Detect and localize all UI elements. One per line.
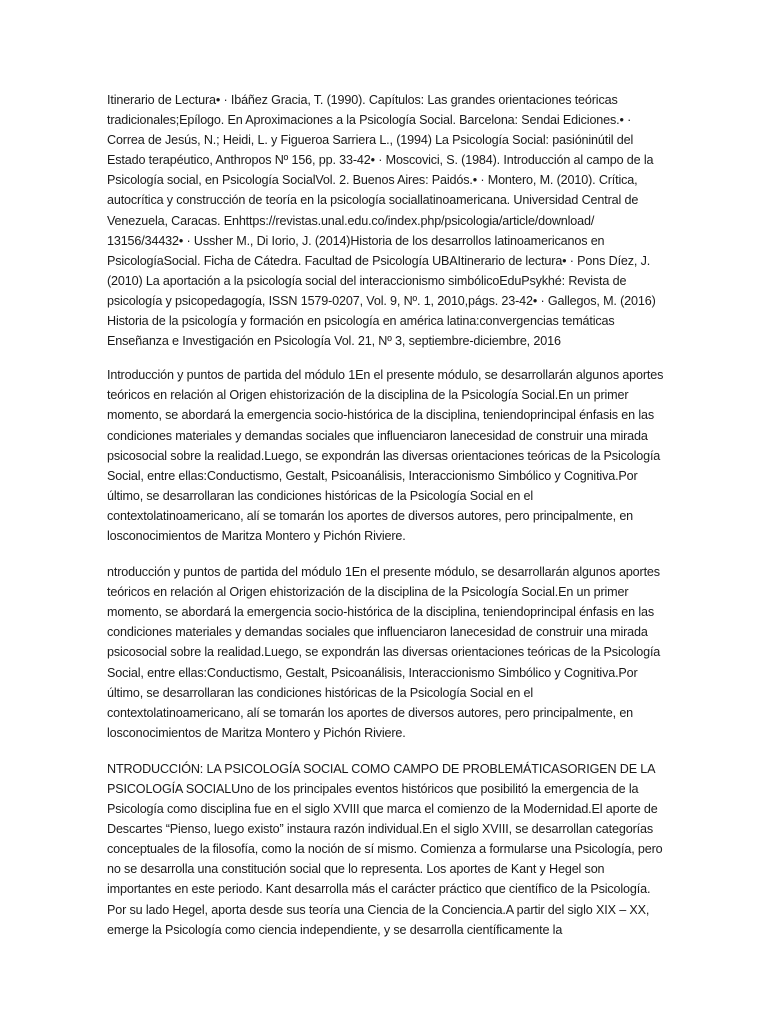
social-psychology-origin-paragraph: NTRODUCCIÓN: LA PSICOLOGÍA SOCIAL COMO CAMPO DE PROBLEMÁTICASORIGEN DE LA PSICOLOGÍA SOCIALUno de los principales eventos históricos que posibilitó la emergencia de la Psicología como disciplina fue en el siglo XVIII que marca el comienzo de la Modernidad.El aporte de Descartes “Pienso, luego existo” instaura razón individual.En el siglo XVIII, se desarrollan categorías conceptuales de la filosofía, como la noción de sí mismo. Comienza a formularse una Psicología, pero no se desarrolla una constitución social que lo representa. Los aportes de Kant y Hegel son importantes en este periodo. Kant desarrolla más el carácter práctico que científico de la Psicología. Por su lado Hegel, aporta desde sus teoría una Ciencia de la Conciencia.A partir del siglo XIX – XX, emerge la Psicología como ciencia independiente, y se desarrolla científicamente la [107, 761, 663, 937]
reading-itinerary-paragraph: Itinerario de Lectura• · Ibáñez Gracia, T. (1990). Capítulos: Las grandes orientaciones teóricas tradicionales;Epílogo. En Aproximaciones a la Psicología Social. Barcelona: Sendai Ediciones.• · Correa de Jesús, N.; Heidi, L. y Figueroa Sarriera L., (1994) La Psicología Social: pasióninútil del Estado terapéutico, Anthropos Nº 156, pp. 33-42• · Moscovici, S. (1984). Introducción al campo de la Psicología social, en Psicología SocialVol. 2. Buenos Aires: Paidós.• · Montero, M. (2010). Crítica, autocrítica y construcción de teoría en la psicología sociallatinoamericana. Universidad Central de Venezuela, Caracas. Enhttps://revistas.unal.edu.co/index.php/psicologia/article/download/ 13156/34432• · Ussher M., Di Iorio, J. (2014)Historia de los desarrollos latinoamericanos en PsicologíaSocial. Ficha de Cátedra. Facultad de Psicología UBAItinerario de lectura• · Pons Díez, J. (2010) La aportación a la psicología social del interaccionismo simbólicoEduPsykhé: Revista de psicología y psicopedagogía, ISSN 1579-0207, Vol. 9, Nº. 1, 2010,págs. 23-42• · Gallegos, M. (2016) Historia de la psicología y formación en psicología en américa latina:convergencias temáticas Enseñanza e Investigación en Psicología Vol. 21, Nº 3, septiembre-diciembre, 2016 [107, 93, 656, 349]
module-intro-repeat-paragraph: ntroducción y puntos de partida del módulo 1En el presente módulo, se desarrollarán algunos aportes teóricos en relación al Origen ehistorización de la disciplina de la Psicología Social.En un primer momento, se abordará la emergencia socio-histórica de la disciplina, teniendoprincipal énfasis en las condiciones materiales y demandas sociales que influenciaron lanecesidad de construir una mirada psicosocial sobre la realidad.Luego, se expondrán las diversas orientaciones teóricas de la Psicología Social, entre ellas:Conductismo, Gestalt, Psicoanálisis, Interaccionismo Simbólico y Cognitiva.Por último, se desarrollaran las condiciones históricas de la Psicología Social en el contextolatinoamericano, alí se tomarán los aportes de diversos autores, pero principalmente, en losconocimientos de Maritza Montero y Pichón Riviere. [107, 565, 661, 740]
module-intro-paragraph: Introducción y puntos de partida del módulo 1En el presente módulo, se desarrollarán algunos aportes teóricos en relación al Origen ehistorización de la disciplina de la Psicología Social.En un primer momento, se abordará la emergencia socio-histórica de la disciplina, teniendoprincipal énfasis en las condiciones materiales y demandas sociales que influenciaron lanecesidad de construir una mirada psicosocial sobre la realidad.Luego, se expondrán las diversas orientaciones teóricas de la Psicología Social, entre ellas:Conductismo, Gestalt, Psicoanálisis, Interaccionismo Simbólico y Cognitiva.Por último, se desarrollaran las condiciones históricas de la Psicología Social en el contextolatinoamericano, alí se tomarán los aportes de diversos autores, pero principalmente, en losconocimientos de Maritza Montero y Pichón Riviere. [107, 368, 664, 543]
